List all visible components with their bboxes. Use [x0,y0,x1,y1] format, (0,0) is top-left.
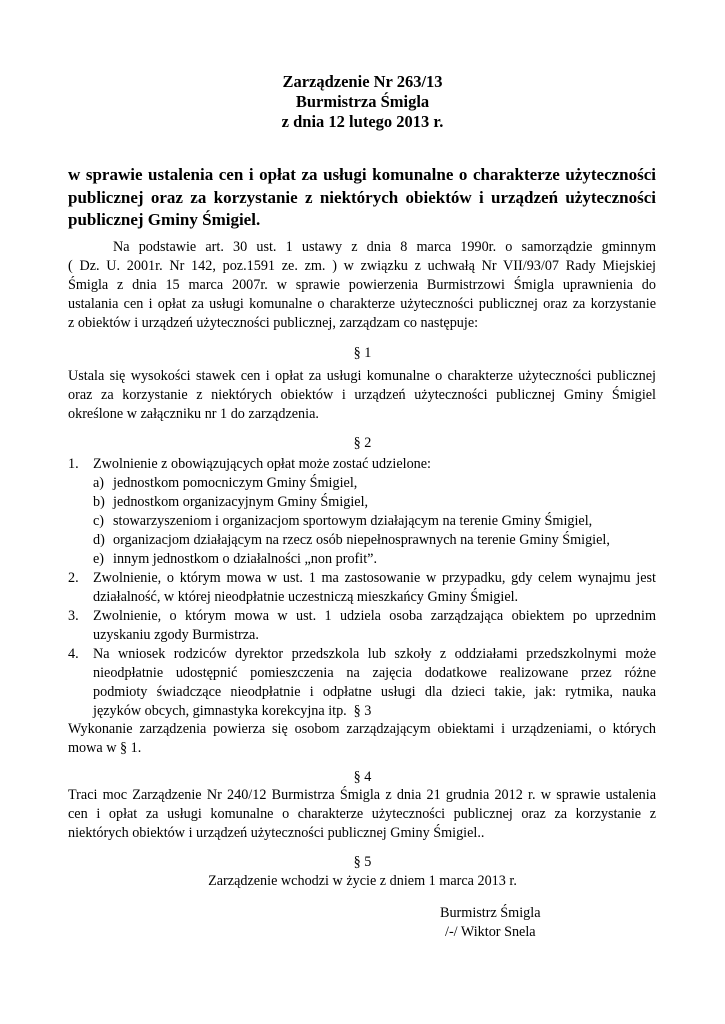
section-3-heading: § 3 [353,703,372,719]
sub-letter: c) [93,513,105,529]
list-text: Zwolnienie, o którym mowa w ust. 1 udziela osoba zarządzająca obiektem po uprzednim [93,608,656,624]
section-line: mowa w § 1. [68,740,142,756]
sub-letter: d) [93,532,105,548]
signature-block [440,904,541,942]
sub-item [68,531,656,550]
sub-text: jednostkom pomocniczym Gminy Śmigiel, [113,475,358,491]
section-line: Traci moc Zarządzenie Nr 240/12 Burmistrza Śmigla z dnia 21 grudnia 2012 r. w sprawie ustalenia [68,787,656,803]
section-line: Ustala się wysokości stawek cen i opłat za usługi komunalne o charakterze użyteczności publicznej [68,368,656,384]
list-text: działalność, w której nieodpłatnie uczestniczą mieszkańcy Gminy Śmigiel. [93,589,519,605]
list-item [68,455,656,474]
list-item [68,607,656,645]
sub-item [68,493,656,512]
intro-line: ustalania cen i opłat za usługi komunalne o charakterze użyteczności publicznej oraz za korzystanie [68,296,656,312]
list-text: nieodpłatnie udostępnić pomieszczenia na zajęcia dodatkowe realizowane przez różne [93,665,656,681]
list-number: 1. [68,456,79,472]
list-text: podmioty świadczące nieodpłatnie i odpłatne usługi dla dzieci takie, jak: rytmika, nauka [93,684,656,700]
sub-text: stowarzyszeniom i organizacjom sportowym działającym na terenie Gminy Śmigiel, [113,513,593,529]
sub-item [68,512,656,531]
section-line: Wykonanie zarządzenia powierza się osobom zarządzającym obiektami i urządzeniami, o których [68,721,656,737]
title-line-2: Burmistrza Śmigla [295,92,430,111]
list-item [68,569,656,607]
section-5-heading: § 5 [353,854,372,870]
document-subject [68,164,656,232]
signature-name: /-/ Wiktor Snela [445,924,536,940]
intro-line: Śmigla z dnia 15 marca 2007r. w sprawie powierzenia Burmistrzowi Śmigla uprawnienia do [68,277,656,293]
sub-text: organizacjom działającym na rzecz osób niepełnosprawnych na terenie Gminy Śmigiel, [113,532,610,548]
list-number: 4. [68,646,79,662]
section-2-list [68,455,656,721]
subject-line-3: publicznej Gminy Śmigiel. [68,210,261,229]
list-text: języków obcych, gimnastyka korekcyjna itp. [93,703,347,719]
list-text: Zwolnienie z obowiązujących opłat może zostać udzielone: [93,456,431,472]
section-line: oraz za korzystanie z niektórych obiektów i urządzeń użyteczności publicznej Gminy Śmigiel [68,387,656,403]
subject-line-2: publicznej oraz za korzystanie z niektórych obiektów i urządzeń użyteczności [68,187,656,207]
title-line-1: Zarządzenie Nr 263/13 [282,72,443,91]
section-line: niektórych obiektów i urządzeń użyteczności publicznej Gminy Śmigiel.. [68,825,485,841]
section-4-text [68,786,656,843]
title-line-3: z dnia 12 lutego 2013 r. [281,112,444,131]
sub-letter: b) [93,494,105,510]
section-5-text: Zarządzenie wchodzi w życie z dniem 1 marca 2013 r. [208,873,517,889]
list-text: uzyskaniu zgody Burmistrza. [93,627,259,643]
sub-letter: e) [93,551,105,567]
list-text: Zwolnienie, o którym mowa w ust. 1 ma zastosowanie w przypadku, gdy celem wynajmu jest [93,570,656,586]
list-number: 3. [68,608,79,624]
section-line: cen i opłat za usługi komunalne o charakterze użyteczności publicznej oraz za korzystanie z [68,806,656,822]
intro-line: ( Dz. U. 2001r. Nr 142, poz.1591 ze. zm. ) w związku z uchwałą Nr VII/93/07 Rady Miejskiej [68,258,656,274]
section-4-heading: § 4 [353,769,372,785]
list-number: 2. [68,570,79,586]
sub-letter: a) [93,475,105,491]
sub-text: innym jednostkom o działalności „non profit”. [113,551,377,567]
document-title [0,72,725,132]
section-3-text [68,720,656,758]
intro-line: Na podstawie art. 30 ust. 1 ustawy z dnia 8 marca 1990r. o samorządzie gminnym [113,239,656,255]
subject-line-1: w sprawie ustalenia cen i opłat za usługi komunalne o charakterze użyteczności [68,165,656,184]
section-1-text [68,367,656,424]
sub-item [68,474,656,493]
sub-item [68,550,656,569]
intro-line: z obiektów i urządzeń użyteczności publicznej, zarządzam co następuje: [68,315,479,331]
section-line: określone w załączniku nr 1 do zarządzenia. [68,406,319,422]
signature-title: Burmistrz Śmigla [440,905,541,921]
section-1-heading: § 1 [353,345,372,361]
intro-paragraph [68,238,656,333]
sub-text: jednostkom organizacyjnym Gminy Śmigiel, [113,494,369,510]
list-text: Na wniosek rodziców dyrektor przedszkola lub szkoły z oddziałami przedszkolnymi może [93,646,656,662]
section-2-heading: § 2 [353,435,372,451]
